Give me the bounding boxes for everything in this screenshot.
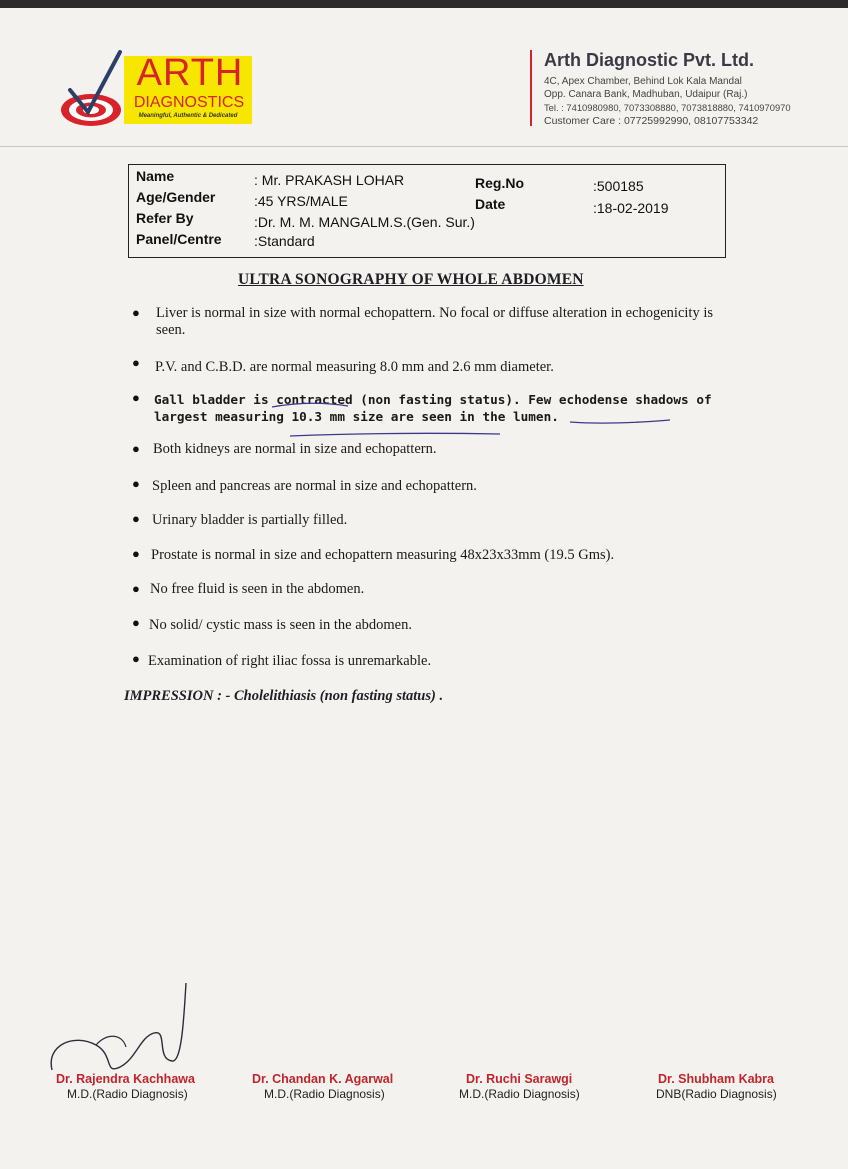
refer-by-label: Refer By <box>136 210 194 226</box>
date-label: Date <box>475 196 506 212</box>
panel-centre-label: Panel/Centre <box>136 231 222 247</box>
bullet-icon: ● <box>132 546 140 561</box>
checkmark-icon <box>58 50 128 120</box>
impression-text: Cholelithiasis (non fasting status) . <box>233 688 444 704</box>
arth-logo <box>58 50 258 138</box>
doctor-name: Dr. Ruchi Sarawgi <box>466 1072 573 1086</box>
header-rule <box>0 146 848 147</box>
report-title: ULTRA SONOGRAPHY OF WHOLE ABDOMEN <box>238 271 584 288</box>
doctor-name: Dr. Chandan K. Agarwal <box>252 1072 394 1086</box>
doctor-name: Dr. Rajendra Kachhawa <box>56 1072 195 1086</box>
company-name: Arth Diagnostic Pvt. Ltd. <box>544 50 755 70</box>
refer-by-value: :Dr. M. M. MANGALM.S.(Gen. Sur.) <box>254 214 475 230</box>
bullet-icon: ● <box>132 441 140 456</box>
pen-underline-marks <box>270 392 690 440</box>
name-value: : Mr. PRAKASH LOHAR <box>254 172 405 188</box>
bullet-icon: ● <box>132 305 140 320</box>
address-line: Opp. Canara Bank, Madhuban, Udaipur (Raj.) <box>544 89 748 100</box>
finding-item: No free fluid is seen in the abdomen. <box>150 581 365 597</box>
bullet-icon: ● <box>132 390 140 405</box>
finding-item: No solid/ cystic mass is seen in the abdomen. <box>149 617 412 633</box>
name-label: Name <box>136 168 175 184</box>
doctor-qualification: M.D.(Radio Diagnosis) <box>264 1087 385 1101</box>
impression <box>124 688 443 705</box>
finding-item: Urinary bladder is partially filled. <box>152 512 348 528</box>
bullet-icon: ● <box>132 511 140 526</box>
doctor-qualification: DNB(Radio Diagnosis) <box>656 1087 777 1101</box>
bullet-icon: ● <box>132 615 140 630</box>
customer-care-line: Customer Care : 07725992990, 08107753342 <box>544 115 759 127</box>
finding-item: P.V. and C.B.D. are normal measuring 8.0 mm and 2.6 mm diameter. <box>155 359 554 375</box>
age-gender-label: Age/Gender <box>136 189 216 205</box>
finding-item: Spleen and pancreas are normal in size and echopattern. <box>152 478 477 494</box>
reg-no-value: :500185 <box>593 178 644 194</box>
phone-line: Tel. : 7410980980, 7073308880, 7073818880, 7410970970 <box>544 102 791 113</box>
age-gender-value: :45 YRS/MALE <box>254 193 348 209</box>
scan-top-edge <box>0 0 848 8</box>
address-line: 4C, Apex Chamber, Behind Lok Kala Mandal <box>544 76 742 87</box>
finding-item: Liver is normal in size with normal echopattern. No focal or diffuse alteration in echogenicity is seen. <box>156 305 714 338</box>
logo-tagline: Meaningful, Authentic & Dedicated <box>138 113 238 119</box>
finding-item: Gall bladder is contracted (non fasting status). Few echodense shadows of largest measuring 10.3 mm size are seen in the lumen. <box>154 392 712 424</box>
header-divider <box>530 50 532 126</box>
bullet-icon: ● <box>132 651 140 666</box>
bullet-icon: ● <box>132 476 140 491</box>
reg-no-label: Reg.No <box>475 175 524 191</box>
signature-scribble <box>44 975 214 1080</box>
panel-centre-value: :Standard <box>254 233 315 249</box>
finding-item: Examination of right iliac fossa is unremarkable. <box>148 653 432 669</box>
doctor-qualification: M.D.(Radio Diagnosis) <box>67 1087 188 1101</box>
impression-label: IMPRESSION : - <box>124 688 231 704</box>
bullet-icon: ● <box>132 581 140 596</box>
date-value: :18-02-2019 <box>593 200 669 216</box>
bullet-icon: ● <box>132 355 140 370</box>
finding-item: Both kidneys are normal in size and echopattern. <box>153 441 437 457</box>
logo-sub: DIAGNOSTICS <box>133 94 245 111</box>
doctor-qualification: M.D.(Radio Diagnosis) <box>459 1087 580 1101</box>
doctor-name: Dr. Shubham Kabra <box>658 1072 774 1086</box>
finding-item: Prostate is normal in size and echopattern measuring 48x23x33mm (19.5 Gms). <box>151 547 615 563</box>
logo-brand: ARTH <box>136 52 244 94</box>
